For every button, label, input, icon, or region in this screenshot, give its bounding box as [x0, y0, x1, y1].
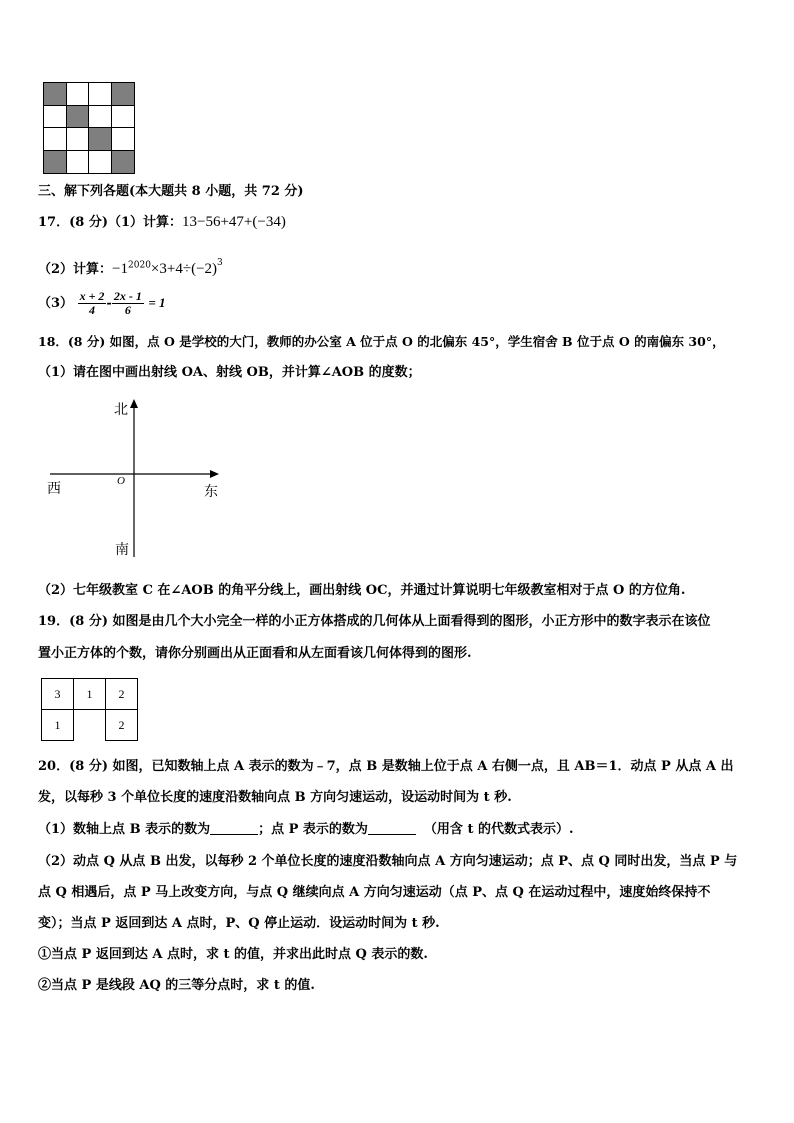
q20-line2: 发，以每秒 3 个单位长度的速度沿数轴向点 B 方向匀速运动，设运动时间为 t 秒.	[38, 790, 512, 805]
tile-cell	[89, 106, 112, 129]
q17-part2-prefix: （2）计算：	[38, 262, 113, 277]
tile-cell	[112, 83, 135, 106]
answer-blank-b[interactable]	[210, 821, 258, 835]
tile-cell	[67, 151, 90, 174]
label-north: 北	[114, 402, 128, 418]
q19-line1: 19．(8 分) 如图是由几个大小完全一样的小正方体搭成的几何体从上面看得到的图形，小正方形中的数字表示在该位	[38, 614, 711, 629]
tile-cell	[89, 151, 112, 174]
q20-line3-b: ；点 P 表示的数为	[258, 822, 368, 837]
north-arrow-icon	[130, 399, 138, 408]
tile-cell	[44, 128, 67, 151]
q20-line3-c: （用含 t 的代数式表示）.	[423, 822, 574, 837]
q20-line4: （2）动点 Q 从点 B 出发，以每秒 2 个单位长度的速度沿数轴向点 A 方向匀速运动；点 P、点 Q 同时出发，当点 P 与	[38, 854, 738, 869]
q17-part3-rhs: = 1	[148, 295, 166, 310]
grid-row	[42, 710, 138, 741]
fraction-2-denominator: 6	[124, 303, 131, 317]
q20-line8: ②当点 P 是线段 AQ 的三等分点时，求 t 的值.	[38, 978, 315, 993]
tile-cell	[89, 83, 112, 106]
tile-cell	[112, 106, 135, 129]
q17-part3-fraction-1	[78, 290, 107, 317]
q20-line6: 变）；当点 P 返回到达 A 点时，P、Q 停止运动．设运动时间为 t 秒.	[38, 916, 440, 931]
q17-part2-expr-b: ×3+4÷(−2)	[150, 261, 218, 277]
q17-part1-expr: 13−56+47+(−34)	[182, 214, 286, 230]
tile-cell	[89, 128, 112, 151]
grid-cell: 2	[106, 710, 138, 741]
q17-part2-exponent: 2020	[128, 260, 151, 271]
tile-cell	[67, 106, 90, 129]
east-arrow-icon	[210, 470, 219, 478]
q18-part2: （2）七年级教室 C 在∠AOB 的角平分线上，画出射线 OC，并通过计算说明七年级教室相对于点 O 的方位角.	[38, 583, 686, 598]
label-south: 南	[115, 542, 129, 558]
q17-part2	[38, 254, 223, 279]
top-view-grid	[41, 678, 138, 741]
grid-cell: 3	[42, 679, 74, 710]
grid-cell	[74, 710, 106, 741]
q19-line2: 置小正方体的个数，请你分别画出从正面看和从左面看该几何体得到的图形.	[38, 646, 472, 661]
tile-grid-figure	[43, 82, 135, 174]
direction-axes-figure	[40, 395, 230, 565]
tile-cell	[112, 128, 135, 151]
label-origin: O	[117, 475, 125, 487]
q17-part3-minus: -	[106, 296, 112, 311]
grid-cell: 2	[106, 679, 138, 710]
fraction-2-numerator: 2x - 1	[113, 289, 142, 303]
q18-part1: （1）请在图中画出射线 OA、射线 OB，并计算∠AOB 的度数；	[38, 365, 421, 380]
tile-cell	[44, 83, 67, 106]
section-3-title: 三、解下列各题(本大题共 8 小题，共 72 分)	[38, 184, 304, 199]
q20-line1: 20．(8 分) 如图，已知数轴上点 A 表示的数为﹣7，点 B 是数轴上位于点 A 右侧一点，且 AB＝1．动点 P 从点 A 出	[38, 759, 734, 774]
grid-cell: 1	[74, 679, 106, 710]
q20-line3-a: （1）数轴上点 B 表示的数为	[38, 822, 211, 837]
tile-cell	[67, 83, 90, 106]
q17-part1	[38, 213, 286, 232]
answer-blank-p[interactable]	[368, 821, 416, 835]
q17-part2-exponent2: 3	[217, 258, 223, 268]
tile-cell	[112, 151, 135, 174]
q17-part2-expr-a: −1	[112, 261, 129, 277]
label-west: 西	[47, 481, 61, 497]
tile-cell	[67, 128, 90, 151]
q17-part3-prefix: （3）	[38, 296, 74, 311]
tile-cell	[44, 151, 67, 174]
fraction-1-numerator: x + 2	[79, 289, 105, 303]
q17-part3-fraction-2	[112, 290, 144, 317]
q20-line5: 点 Q 相遇后，点 P 马上改变方向，与点 Q 继续向点 A 方向匀速运动（点 P、点 Q 在运动过程中，速度始终保持不	[38, 885, 711, 900]
q20-line3	[38, 821, 574, 839]
tile-cell	[44, 106, 67, 129]
grid-cell: 1	[42, 710, 74, 741]
q18-stem: 18．(8 分) 如图，点 O 是学校的大门，教师的办公室 A 位于点 O 的北偏东 45°，学生宿舍 B 位于点 O 的南偏东 30°，	[38, 334, 725, 349]
q17-part1-prefix: 17．(8 分)（1）计算：	[38, 215, 183, 230]
q20-line7: ①当点 P 返回到达 A 点时，求 t 的值，并求出此时点 Q 表示的数.	[38, 947, 428, 962]
fraction-1-denominator: 4	[89, 303, 95, 317]
label-east: 东	[204, 484, 218, 500]
q17-part3	[38, 288, 166, 318]
grid-row	[42, 679, 138, 710]
